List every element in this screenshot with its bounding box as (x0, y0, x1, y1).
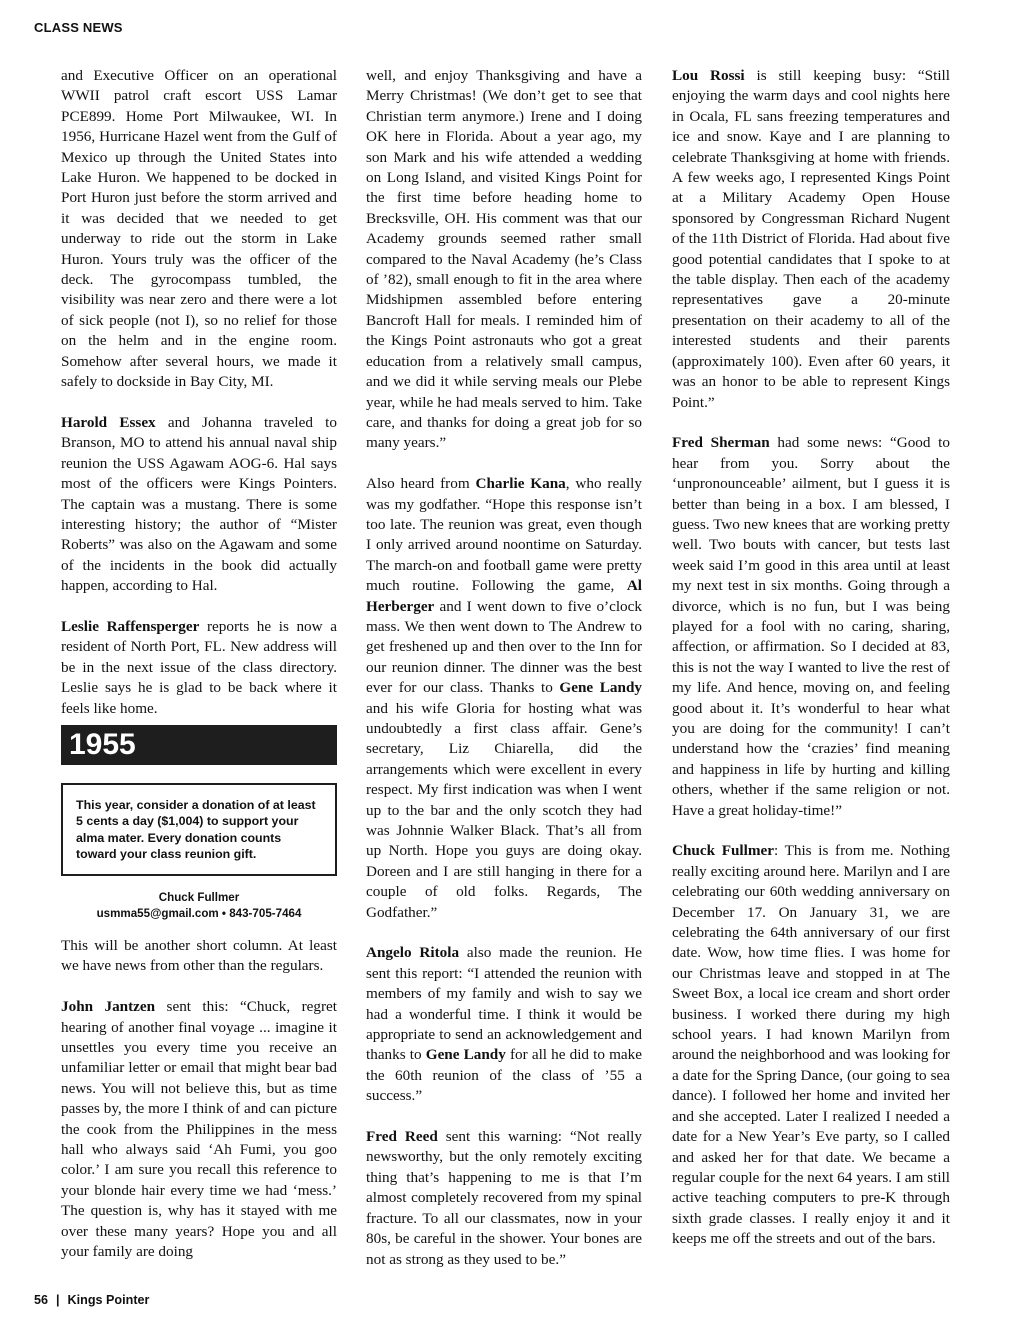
paragraph-lamar: and Executive Officer on an operational WWII patrol craft escort USS Lamar PCE899. Home Port Milwaukee, WI. In 1956, Hurricane Hazel went from the Gulf of Mexico up through the United States into Lake Huron. We happened to be docked in Port Huron just before the storm arrived and it was decided that we needed to get underway to ride out the storm in Lake Huron. Yours truly was the officer of the deck. The gyrocompass tumbled, the visibility was near zero and there were a lot of sick people (not I), so no relief for those on the helm and in the engine room. Somehow after several hours, we made it safely to dockside in Bay City, MI. (61, 67, 337, 391)
paragraph-text: sent this warning: “Not really newsworthy, but the only remotely exciting thing that’s happening to me is that I’m almost completely recovered from my spinal fracture. To all our classmates, now in your 80s, be careful in the shower. Your bones are not as strong as they used to be.” (366, 1128, 642, 1268)
classmate-name: John Jantzen (61, 998, 156, 1016)
column-1 (61, 66, 337, 1262)
paragraph-reed (366, 1127, 642, 1270)
paragraph-text: had some news: “Good to hear from you. Sorry about the ‘unpronounceable’ ailment, but I guess it is better than being in a box. I am blessed, I guess. Two new knees that are working pretty well. Two bouts with cancer, but tests last week said I’m good in this area until at least my next test in six months. Going through a divorce, which is no fun, but I was being played for a fool with no caring, sharing, affection, or affirmation. So I decided at 83, this is not the way I wanted to live the rest of my life. And hence, moving on, and feeling good about it. It’s wonderful to hear what you are doing for the community! I can’t understand how the ‘crazies’ find meaning and happiness in life by hurting and killing others, whether if the same religion or not. Have a great holiday-time!” (672, 434, 950, 819)
class-year-banner: 1955 (61, 725, 337, 765)
paragraph-jantzen-cont: well, and enjoy Thanksgiving and have a Merry Christmas! (We don’t get to see that Christian term anymore.) Irene and I doing OK here in Florida. About a year ago, my son Mark and his wife attended a wedding on Long Island, and visited Kings Point for the first time before heading home to Brecksville, OH. His comment was that our Academy grounds seemed rather small compared to the Naval Academy (he’s Class of ’82), small enough to fit in the area where Midshipmen assembled before entering Bancroft Hall for meals. I reminded him of the Kings Point astronauts who got a great education from a relatively small campus, and we did it while serving meals our Plebe year, while he had meals served to him. Take care, and thanks for doing a great job for so many years.” (366, 67, 642, 452)
paragraph-text: and Johanna traveled to Branson, MO to attend his annual naval ship reunion the USS Agawam AOG-6. Hal says most of the officers were Kings Pointers. The captain was a mustang. There is some interesting history; the author of “Mister Roberts” was also on the Agawam and some of the incidents in the book did actually happen, according to Hal. (61, 413, 337, 595)
classmate-name: Fred Reed (366, 1128, 438, 1146)
paragraph-rossi (672, 66, 950, 413)
paragraph-text: : This is from me. Nothing really exciting around here. Marilyn and I are celebrating our 60th wedding anniversary on December 17. On January 31, we are celebrating the 64th anniversary of our first date. Wow, how time flies. I was home for our Christmas leave and stopped in at The Sweet Box, a local ice cream and short order business. I worked there during my high school years. I had known Marilyn from around the neighborhood and was looking for a date for the Spring Dance, (our going to sea dance). I followed her home and invited her and she accepted. Later I realized I needed a date for a New Year’s Eve party, so I called and asked her for that date. We became a regular couple for the next 64 years. I am still active teaching computers to pre-K through sixth grade classes. I really enjoy it and it keeps me off the streets and out of the bars. (672, 842, 950, 1248)
classmate-name: Lou Rossi (672, 67, 745, 84)
paragraph-text: and I went down to five o’clock mass. We then went down to The Andrew to get freshened up and then over to the Inn for our reunion dinner. The dinner was the best ever for our class. Thanks to (366, 597, 642, 697)
contact-name: Chuck Fullmer (158, 890, 240, 904)
classmate-name: Fred Sherman (672, 434, 770, 452)
column-3 (672, 66, 950, 1250)
paragraph-text: and his wife Gloria for hosting what was undoubtedly a first class affair. Gene’s secretary, Liz Chiarella, did the arrangements which were excellent in every respect. My first indication was when I went up to the bar and the only scotch they had was Johnnie Walker Black. That’s all from up North. Hope you guys are doing okay. Doreen and I are still hanging in there for a couple of old folks. Regards, The Godfather.” (366, 699, 642, 921)
classmate-name: Al Herberger (366, 577, 642, 615)
page-number: 56 (34, 1293, 49, 1307)
classmate-name: Harold Essex (61, 413, 156, 431)
classmate-name: Charlie Kana (475, 475, 566, 493)
class-contact (61, 890, 337, 922)
paragraph-ritola (366, 943, 642, 1106)
paragraph-text: Also heard from (366, 475, 476, 493)
paragraph-kana (366, 474, 642, 923)
column-2 (366, 66, 642, 1270)
contact-info: usmma55@gmail.com • 843-705-7464 (96, 906, 302, 920)
paragraph-fullmer (672, 841, 950, 1249)
paragraph-text: , who really was my godfather. “Hope this response isn’t too late. The reunion was great, even though I only arrived around noontime on Saturday. The march-on and football game were pretty much routine. Following the game, (366, 475, 642, 595)
paragraph-text: sent this: “Chuck, regret hearing of another final voyage ... imagine it unsettles you every time you receive an unfamiliar letter or email that might bear bad news. You will not believe this, but as time passes by, the more I think of and can picture the cook from the Philippines in the mess hall who always said ‘Ah Fumi, you goo color.’ I am sure you recall this reference to your blonde hair every time we had ‘mess.’ The question is, why has it stayed with me over these many years? Hope you and all your family are doing (61, 998, 338, 1261)
classmate-name: Angelo Ritola (366, 944, 460, 962)
paragraph-text: also made the reunion. He sent this report: “I attended the reunion with members of my family and wish to say we had a wonderful time. I think it would be appropriate to send an acknowledgement and thanks to (366, 944, 642, 1064)
paragraph-intro: This will be another short column. At least we have news from other than the regulars. (61, 936, 337, 975)
donation-box: This year, consider a donation of at least 5 cents a day ($1,004) to support your alma mater. Every donation counts toward your class reunion gift. (61, 783, 337, 876)
classmate-name: Gene Landy (425, 1046, 506, 1064)
section-label: CLASS NEWS (34, 20, 123, 35)
publication-name: Kings Pointer (67, 1293, 150, 1307)
footer-separator: | (56, 1293, 60, 1307)
paragraph-jantzen (61, 997, 337, 1262)
paragraph-sherman (672, 433, 950, 821)
classmate-name: Leslie Raffensperger (61, 617, 200, 635)
classmate-name: Gene Landy (559, 679, 643, 697)
paragraph-text: for all he did to make the 60th reunion of the class of ’55 a success.” (366, 1046, 642, 1105)
paragraph-essex (61, 413, 337, 597)
paragraph-text: is still keeping busy: “Still enjoying the warm days and cool nights here in Ocala, FL sans freezing temperatures and ice and snow. Kaye and I are planning to celebrate Thanksgiving at home with friends. A few weeks ago, I represented Kings Point at a Military Academy Open House sponsored by Congressman Richard Nugent of the 11th District of Florida. Had about five good potential candidates that I spoke to at the table display. Then each of the academy representatives gave a 20-minute presentation on their academy to all of the interested students and their parents (approximately 100). Even after 60 years, it was an honor to be able to represent Kings Point.” (672, 67, 950, 411)
classmate-name: Chuck Fullmer (672, 842, 774, 860)
page-footer (34, 1293, 149, 1307)
paragraph-text: reports he is now a resident of North Port, FL. New address will be in the next issue of the class directory. Leslie says he is glad to be back where it feels like home. (61, 617, 337, 717)
paragraph-raffensperger (61, 617, 337, 719)
